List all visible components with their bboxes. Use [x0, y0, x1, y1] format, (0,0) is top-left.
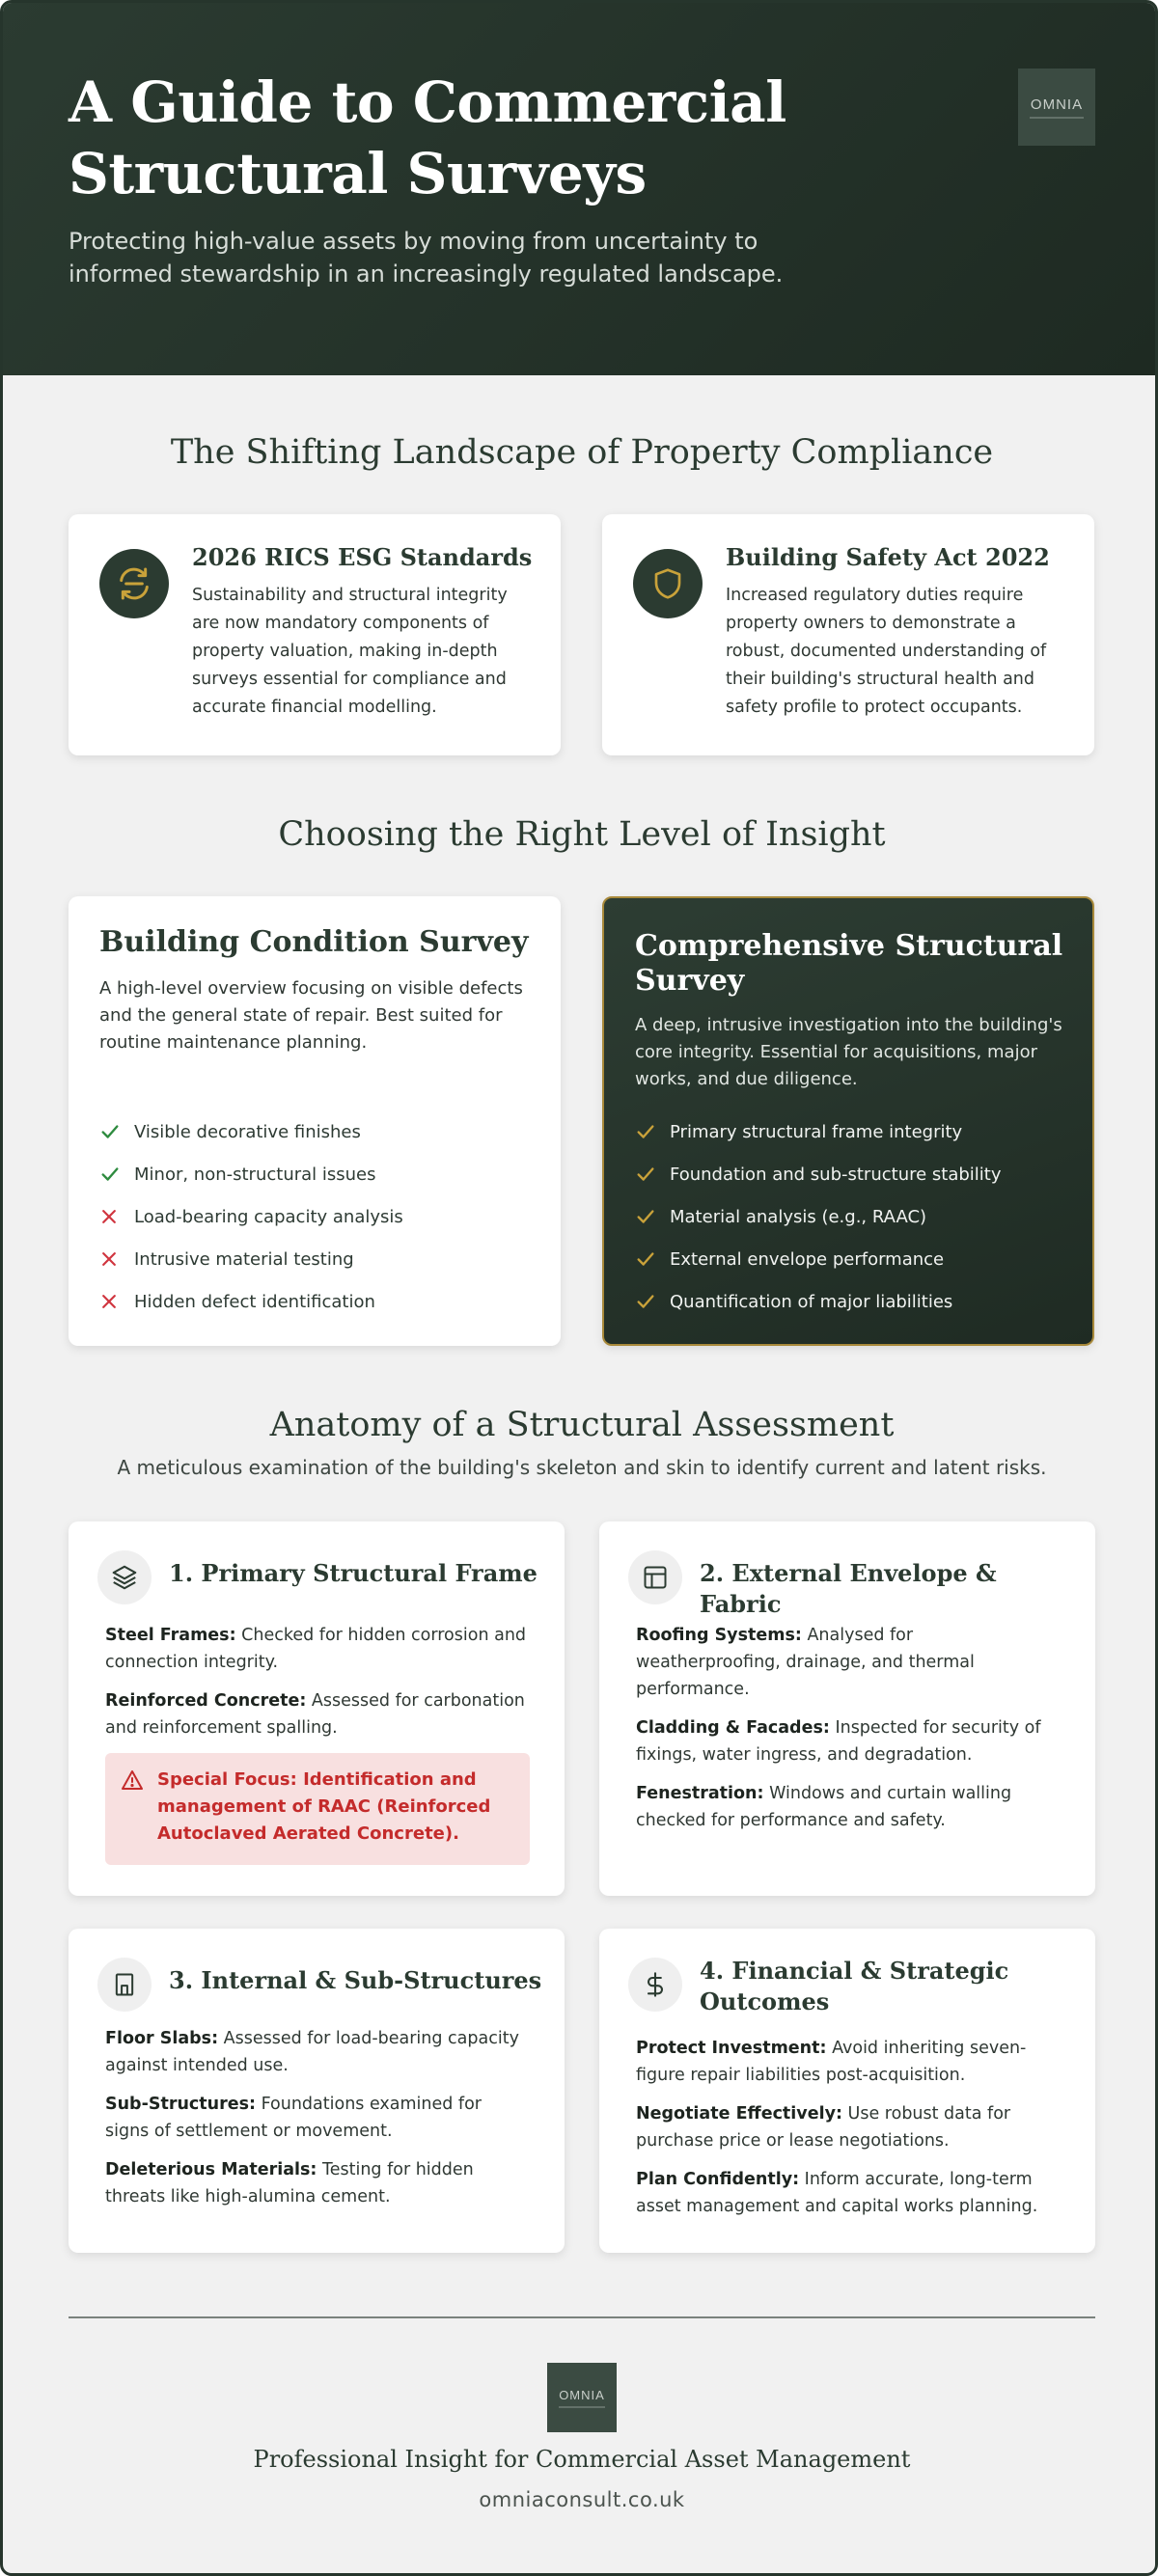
feature-label: Load-bearing capacity analysis	[134, 1206, 403, 1227]
feature-label: Quantification of major liabilities	[670, 1291, 953, 1312]
detail-item: Cladding & Facades: Inspected for security of fixings, water ingress, and degradation.	[636, 1718, 1041, 1765]
logo-text: OMNIA	[559, 2387, 605, 2402]
structural-survey-card	[602, 896, 1094, 1346]
list-item	[635, 1238, 1002, 1280]
list-item	[635, 1280, 1002, 1323]
rics-esg-card	[69, 514, 561, 755]
compliance-section-title: The Shifting Landscape of Property Compliance	[170, 433, 994, 472]
list-item	[99, 1195, 403, 1238]
feature-label: Intrusive material testing	[134, 1248, 354, 1270]
feature-label: Primary structural frame integrity	[670, 1121, 963, 1142]
detail-item: Fenestration: Windows and curtain walling checked for performance and safety.	[636, 1784, 1012, 1830]
condition-feature-list	[99, 1110, 403, 1323]
card-title: Building Safety Act 2022	[726, 543, 1050, 571]
anatomy-subtitle: A meticulous examination of the building's skeleton and skin to identify current and latent risks.	[117, 1456, 1047, 1479]
detail-item: Sub-Structures: Foundations examined for signs of settlement or movement.	[105, 2095, 482, 2141]
card-title: 2. External Envelope & Fabric	[700, 1559, 997, 1618]
footer-url[interactable]: omniaconsult.co.uk	[479, 2488, 685, 2511]
check-icon	[99, 1121, 134, 1142]
condition-survey-card	[69, 896, 561, 1346]
feature-label: Hidden defect identification	[134, 1291, 375, 1312]
warning-icon	[121, 1768, 144, 1795]
detail-item: Floor Slabs: Assessed for load-bearing capacity against intended use.	[105, 2029, 519, 2075]
external-envelope-card	[599, 1521, 1095, 1896]
check-icon	[635, 1206, 670, 1227]
detail-item: Plan Confidently: Inform accurate, long-term asset management and capital works planning.	[636, 2170, 1038, 2216]
card-body	[105, 2025, 530, 2222]
header-banner	[3, 3, 1158, 375]
feature-label: Visible decorative finishes	[134, 1121, 361, 1142]
detail-item: Negotiate Effectively: Use robust data for purchase price or lease negotiations.	[636, 2104, 1011, 2151]
card-title: 1. Primary Structural Frame	[169, 1559, 538, 1587]
anatomy-section-title: Anatomy of a Structural Assessment	[269, 1406, 895, 1444]
card-title: 3. Internal & Sub-Structures	[169, 1966, 542, 1994]
survey-description: A deep, intrusive investigation into the building's core integrity. Essential for acquisitions, major works, and due diligence.	[635, 1015, 1062, 1089]
card-text: Increased regulatory duties require property owners to demonstrate a robust, documented understanding of their building's structural health and safety profile to protect occupants.	[726, 586, 1047, 717]
internal-structures-card	[69, 1929, 565, 2253]
list-item	[99, 1280, 403, 1323]
feature-label: Foundation and sub-structure stability	[670, 1164, 1002, 1185]
feature-label: Material analysis (e.g., RAAC)	[670, 1206, 927, 1227]
feature-label: Minor, non-structural issues	[134, 1164, 376, 1185]
detail-item: Reinforced Concrete: Assessed for carbonation and reinforcement spalling.	[105, 1691, 525, 1738]
cross-icon	[99, 1292, 134, 1311]
card-body	[105, 1622, 530, 1753]
list-item	[635, 1110, 1002, 1153]
card-title: 4. Financial & Strategic Outcomes	[700, 1957, 1009, 2015]
financial-outcomes-card	[599, 1929, 1095, 2253]
logo-text: OMNIA	[1030, 96, 1084, 113]
detail-item: Steel Frames: Checked for hidden corrosion and connection integrity.	[105, 1626, 527, 1672]
omnia-logo	[1018, 69, 1095, 146]
detail-item: Roofing Systems: Analysed for weatherproofing, drainage, and thermal performance.	[636, 1626, 975, 1699]
footer-divider	[69, 2316, 1095, 2318]
check-icon	[635, 1121, 670, 1142]
check-icon	[635, 1248, 670, 1270]
layout-icon	[628, 1550, 682, 1604]
card-title: 2026 RICS ESG Standards	[192, 543, 533, 571]
card-body	[636, 1622, 1061, 1846]
insight-section-title: Choosing the Right Level of Insight	[278, 815, 886, 854]
footer-tagline: Professional Insight for Commercial Asset Management	[253, 2446, 911, 2473]
survey-title: Building Condition Survey	[99, 925, 529, 959]
logo-tagline-line	[1030, 117, 1084, 119]
building-safety-act-card	[602, 514, 1094, 755]
structural-feature-list	[635, 1110, 1002, 1323]
logo-tagline-line	[559, 2406, 605, 2408]
raac-alert	[105, 1753, 530, 1865]
card-text: Sustainability and structural integrity are now mandatory components of property valuation, making in-depth surveys essential for compliance and accurate financial modelling.	[192, 586, 508, 717]
page-title: A Guide to Commercial Structural Surveys	[69, 69, 786, 206]
page-subtitle: Protecting high-value assets by moving from uncertainty to informed stewardship in an increasingly regulated landscape.	[69, 228, 784, 288]
list-item	[635, 1195, 1002, 1238]
alert-text: Special Focus: Identification and management of RAAC (Reinforced Autoclaved Aerated Concrete).	[157, 1769, 491, 1844]
recycle-icon	[99, 549, 169, 618]
building-icon	[97, 1958, 152, 2012]
cross-icon	[99, 1207, 134, 1226]
detail-item: Protect Investment: Avoid inheriting seven-figure repair liabilities post-acquisition.	[636, 2039, 1027, 2085]
list-item	[99, 1110, 403, 1153]
list-item	[99, 1153, 403, 1195]
detail-item: Deleterious Materials: Testing for hidden threats like high-alumina cement.	[105, 2160, 474, 2206]
footer-omnia-logo	[547, 2363, 617, 2432]
cross-icon	[99, 1249, 134, 1269]
dollar-icon	[628, 1958, 682, 2012]
survey-description: A high-level overview focusing on visible defects and the general state of repair. Best suited for routine maintenance planning.	[99, 978, 523, 1053]
shield-icon	[633, 549, 703, 618]
primary-frame-card	[69, 1521, 565, 1896]
survey-title: Comprehensive Structural Survey	[635, 929, 1063, 998]
card-body	[636, 2035, 1061, 2232]
layers-icon	[97, 1550, 152, 1604]
list-item	[99, 1238, 403, 1280]
check-icon	[635, 1164, 670, 1185]
check-icon	[635, 1291, 670, 1312]
feature-label: External envelope performance	[670, 1248, 945, 1270]
check-icon	[99, 1164, 134, 1185]
list-item	[635, 1153, 1002, 1195]
